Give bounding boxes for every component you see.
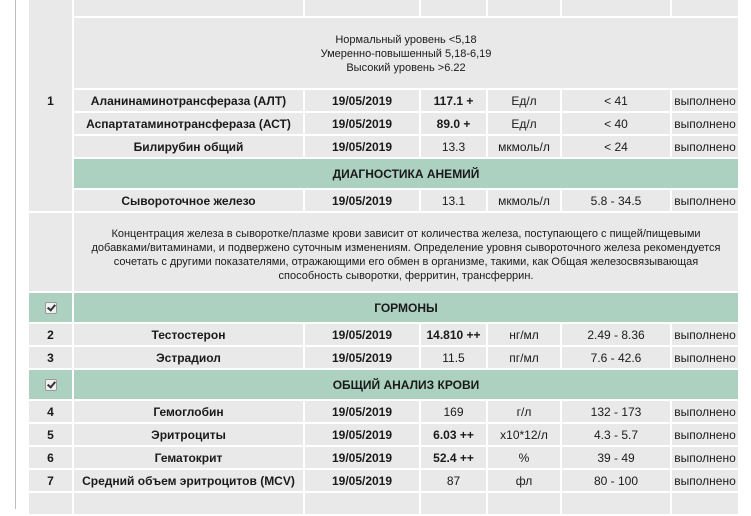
section-select[interactable] [28,369,73,400]
test-name: Тестостерон [73,323,304,346]
test-status: выполнено [671,189,739,212]
test-unit: г/л [487,400,561,423]
test-value: 117.1 + [420,89,487,112]
test-value: 6.03 ++ [420,423,487,446]
test-name: Гематокрит [73,446,304,469]
test-range: 80 - 100 [561,469,671,492]
test-unit: пг/мл [487,346,561,369]
test-value: 13.1 [420,189,487,212]
table-row [28,446,739,469]
test-name: Сывороточное железо [73,189,304,212]
section-header-anemia [28,158,739,189]
test-name: Аланинаминотрансфераза (АЛТ) [73,89,304,112]
test-status: выполнено [671,423,739,446]
table-row [28,189,739,212]
test-unit: мкмоль/л [487,189,561,212]
checkbox-checked-icon[interactable] [45,379,57,391]
test-name: Гемоглобин [73,400,304,423]
test-date: 19/05/2019 [304,112,420,135]
table-row [28,400,739,423]
test-unit: Ед/л [487,112,561,135]
row-index: 4 [28,400,73,423]
note-line: Умеренно-повышенный 5,18-6,19 [320,48,492,60]
test-range: < 24 [561,135,671,158]
group-index: 1 [28,0,73,212]
table-row [28,346,739,369]
test-value: 52.4 ++ [420,446,487,469]
test-status: выполнено [671,400,739,423]
table-row [28,89,739,112]
page-left-border [15,0,16,509]
table-row-previous [28,0,739,17]
test-date: 19/05/2019 [304,135,420,158]
section-select[interactable] [28,292,73,323]
test-date: 19/05/2019 [304,89,420,112]
test-unit: Ед/л [487,89,561,112]
section-header-cbc [28,369,739,400]
row-index: 2 [28,323,73,346]
test-name: Эритроциты [73,423,304,446]
table-row [28,423,739,446]
row-index: 5 [28,423,73,446]
test-date: 19/05/2019 [304,423,420,446]
test-date: 19/05/2019 [304,189,420,212]
table-row-next [28,492,739,515]
test-unit: мкмоль/л [487,135,561,158]
test-unit: нг/мл [487,323,561,346]
test-status: выполнено [671,112,739,135]
test-status: выполнено [671,469,739,492]
row-index: 6 [28,446,73,469]
reference-note-row [28,17,739,89]
test-value: 87 [420,469,487,492]
note-line: Высокий уровень >6.22 [346,62,466,74]
iron-note-row [28,212,739,292]
test-date: 19/05/2019 [304,400,420,423]
table-row [28,112,739,135]
test-range: < 41 [561,89,671,112]
test-value: 169 [420,400,487,423]
test-status: выполнено [671,446,739,469]
test-range: 7.6 - 42.6 [561,346,671,369]
test-unit: x10*12/л [487,423,561,446]
test-unit: % [487,446,561,469]
test-value: 14.810 ++ [420,323,487,346]
table-row [28,323,739,346]
test-name: Билирубин общий [73,135,304,158]
test-unit: фл [487,469,561,492]
test-name: Аспартатаминотрансфераза (АСТ) [73,112,304,135]
iron-note: Концентрация железа в сыворотке/плазме крови зависит от количества железа, поступающего с пищей/пищевыми добавками/витаминами, и подвержено суточным изменениям. Определение уровня сывороточного железа рекомендуется сочетать с другими показателями, отражающими его обмен в организме, такими, как Общая железосвязывающая способность сыворотки, ферритин, трансферрин. [73,212,739,292]
checkbox-checked-icon[interactable] [45,302,57,314]
test-date: 19/05/2019 [304,446,420,469]
test-range: 39 - 49 [561,446,671,469]
test-range: 5.8 - 34.5 [561,189,671,212]
section-title: ГОРМОНЫ [73,292,739,323]
test-status: выполнено [671,135,739,158]
test-range: 2.49 - 8.36 [561,323,671,346]
note-line: Нормальный уровень <5,18 [335,34,477,46]
test-range: < 40 [561,112,671,135]
test-range: 4.3 - 5.7 [561,423,671,446]
test-date: 19/05/2019 [304,346,420,369]
test-range: 132 - 173 [561,400,671,423]
row-index: 7 [28,469,73,492]
row-index: 3 [28,346,73,369]
test-name: Эстрадиол [73,346,304,369]
test-value: 13.3 [420,135,487,158]
test-status: выполнено [671,346,739,369]
section-title: ОБЩИЙ АНАЛИЗ КРОВИ [73,369,739,400]
section-title: ДИАГНОСТИКА АНЕМИЙ [73,158,739,189]
test-value: 11.5 [420,346,487,369]
test-status: выполнено [671,89,739,112]
reference-note [73,17,739,89]
results-table [27,0,740,516]
test-date: 19/05/2019 [304,469,420,492]
table-row [28,135,739,158]
section-header-hormones [28,292,739,323]
test-status: выполнено [671,323,739,346]
table-row [28,469,739,492]
test-name: Средний объем эритроцитов (MCV) [73,469,304,492]
test-value: 89.0 + [420,112,487,135]
test-date: 19/05/2019 [304,323,420,346]
